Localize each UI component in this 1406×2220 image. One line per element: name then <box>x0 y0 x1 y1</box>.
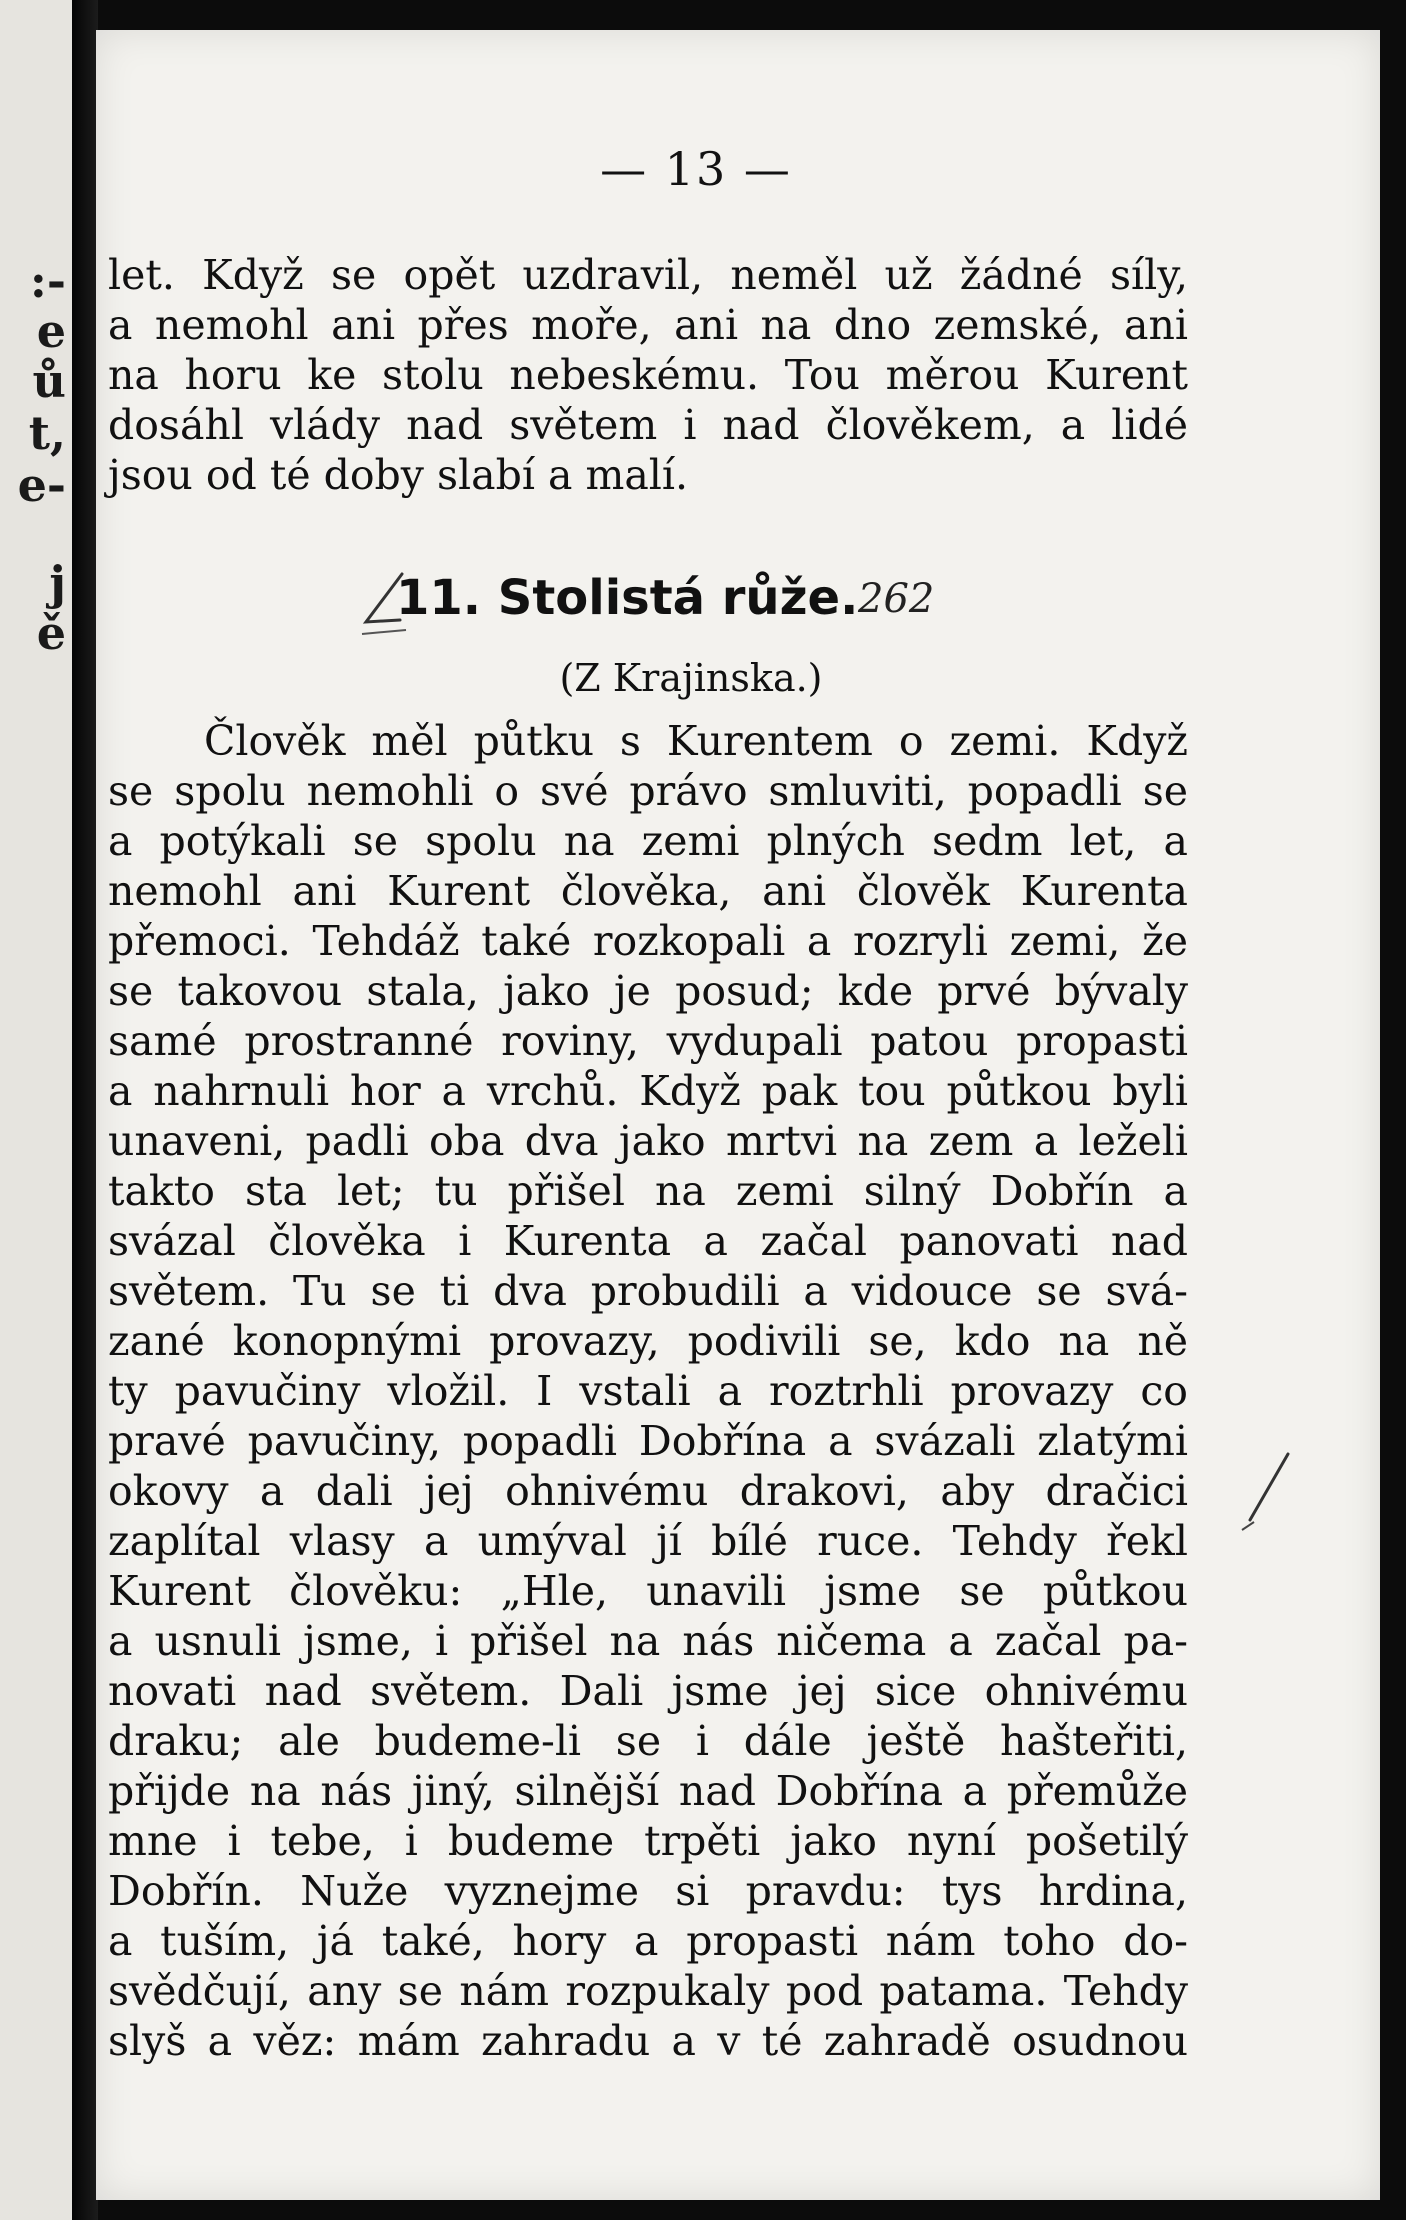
text-line: se takovou stala, jako je posud; kde prvé bývaly <box>108 967 1188 1015</box>
text-line: samé prostranné roviny, vydupali patou propasti <box>108 1017 1188 1065</box>
section-title: 11. Stolistá růže. <box>396 570 859 626</box>
story-paragraph <box>108 716 1188 2066</box>
text-line: se spolu nemohli o své právo smluviti, popadli se <box>108 767 1188 815</box>
text-line: světem. Tu se ti dva probudili a vidouce se svá- <box>108 1267 1188 1315</box>
section-subtitle: (Z Krajinska.) <box>559 656 823 700</box>
margin-fragment: j <box>49 556 66 610</box>
margin-fragment: e- <box>17 458 66 512</box>
book-gutter <box>72 0 98 2220</box>
text-line: ty pavučiny vložil. I vstali a roztrhli provazy co <box>108 1367 1188 1415</box>
page-number: — 13 — <box>600 142 792 196</box>
text-line: Dobřín. Nuže vyznejme si pravdu: tys hrdina, <box>108 1867 1188 1915</box>
text-line: takto sta let; tu přišel na zemi silný Dobřín a <box>108 1167 1188 1215</box>
text-line: a nemohl ani přes moře, ani na dno zemské, ani <box>108 301 1188 349</box>
text-line: dosáhl vlády nad světem i nad člověkem, a lidé <box>108 401 1188 449</box>
text-line: let. Když se opět uzdravil, neměl už žádné síly, <box>108 251 1188 299</box>
margin-fragment: ů <box>32 354 66 408</box>
text-line: přijde na nás jiný, silnější nad Dobřína a přemůže <box>108 1767 1188 1815</box>
book-page <box>96 30 1380 2200</box>
text-line: novati nad světem. Dali jsme jej sice ohnivému <box>108 1667 1188 1715</box>
text-line: a nahrnuli hor a vrchů. Když pak tou půtkou byli <box>108 1067 1188 1115</box>
text-line: mne i tebe, i budeme trpěti jako nyní pošetilý <box>108 1817 1188 1865</box>
text-line: a potýkali se spolu na zemi plných sedm let, a <box>108 817 1188 865</box>
text-line: Kurent člověku: „Hle, unavili jsme se půtkou <box>108 1567 1188 1615</box>
text-line: přemoci. Tehdáž také rozkopali a rozryli zemi, že <box>108 917 1188 965</box>
text-line: a tuším, já také, hory a propasti nám toho do- <box>108 1917 1188 1965</box>
text-line: a usnuli jsme, i přišel na nás ničema a začal pa- <box>108 1617 1188 1665</box>
text-line: Člověk měl půtku s Kurentem o zemi. Když <box>204 717 1188 765</box>
margin-fragment: ě <box>36 606 66 660</box>
margin-fragment: t, <box>28 406 66 460</box>
margin-fragment: :- <box>29 254 66 308</box>
text-line: zané konopnými provazy, podivili se, kdo na ně <box>108 1317 1188 1365</box>
paragraph-continued <box>108 250 1188 500</box>
text-line: nemohl ani Kurent člověka, ani člověk Kurenta <box>108 867 1188 915</box>
margin-fragment: e <box>36 304 66 358</box>
previous-page-edge <box>0 0 72 2220</box>
text-line: na horu ke stolu nebeskému. Tou měrou Kurent <box>108 351 1188 399</box>
text-line: zaplítal vlasy a umýval jí bílé ruce. Tehdy řekl <box>108 1517 1188 1565</box>
text-line: jsou od té doby slabí a malí. <box>108 451 689 499</box>
handwritten-note: 262 <box>858 576 935 622</box>
text-line: svázal člověka i Kurenta a začal panovati nad <box>108 1217 1188 1265</box>
text-line: draku; ale budeme-li se i dále ještě hašteřiti, <box>108 1717 1188 1765</box>
text-line: unaveni, padli oba dva jako mrtvi na zem a leželi <box>108 1117 1188 1165</box>
text-line: okovy a dali jej ohnivému drakovi, aby dračici <box>108 1467 1188 1515</box>
text-line: pravé pavučiny, popadli Dobřína a svázali zlatými <box>108 1417 1188 1465</box>
text-line: svědčují, any se nám rozpukaly pod patama. Tehdy <box>108 1967 1188 2015</box>
margin-slash-mark-icon <box>1236 1450 1296 1540</box>
text-line: slyš a věz: mám zahradu a v té zahradě osudnou <box>108 2017 1188 2065</box>
